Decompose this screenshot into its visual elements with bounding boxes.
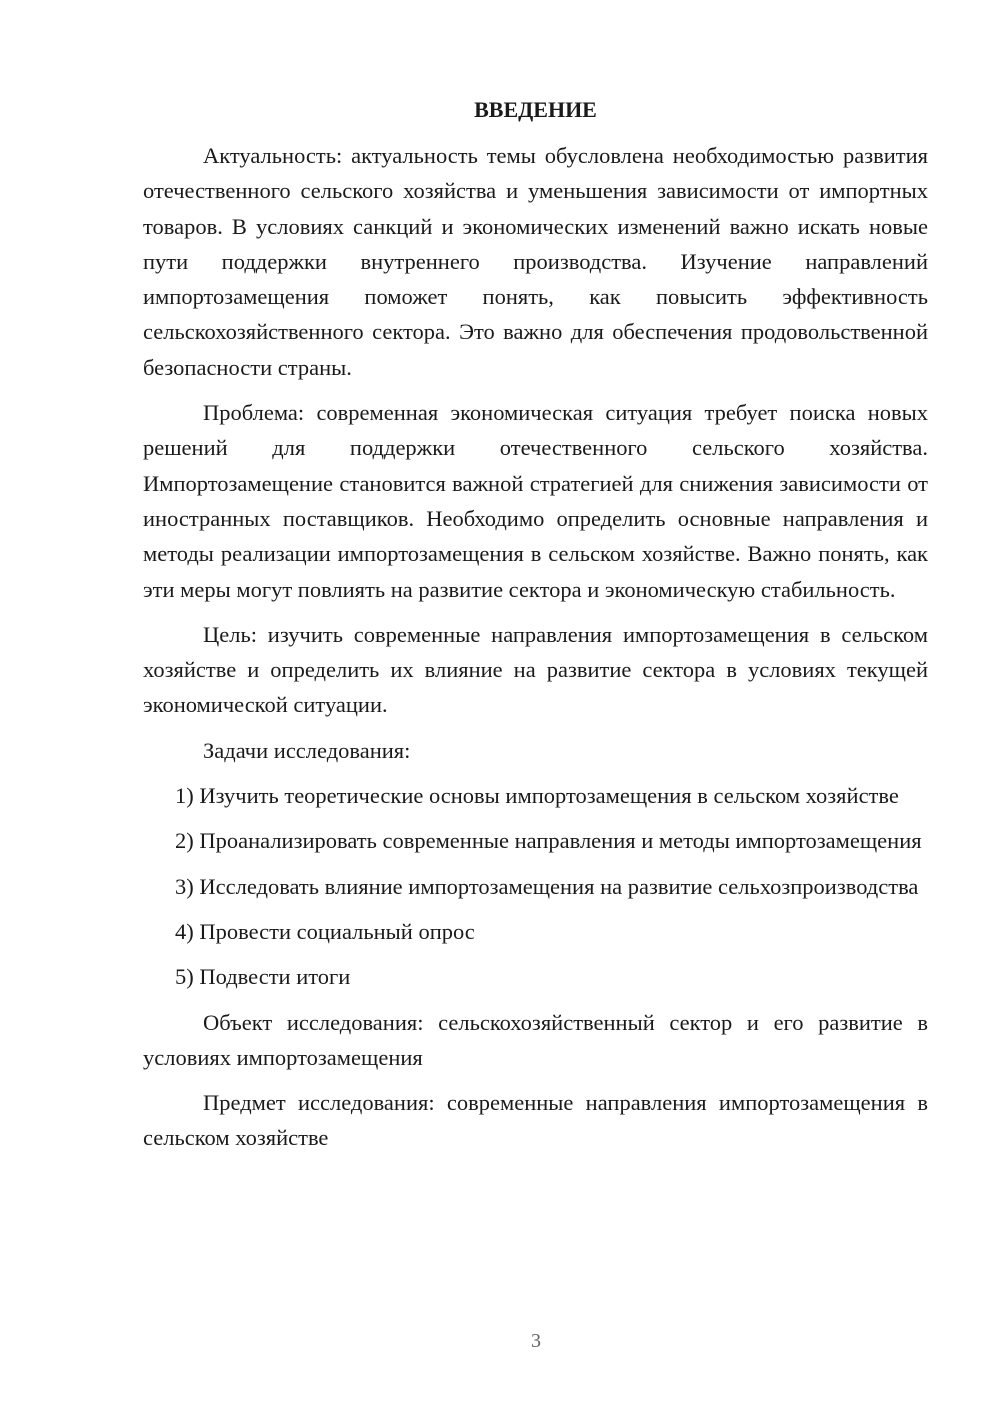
page-title: ВВЕДЕНИЕ — [474, 97, 597, 122]
subject-paragraph: Предмет исследования: современные направления импортозамещения в сельском хозяйстве — [143, 1090, 928, 1151]
tasks-heading: Задачи исследования: — [203, 737, 411, 763]
object-paragraph: Объект исследования: сельскохозяйственный сектор и его развитие в условиях импортозамещения — [143, 1009, 928, 1070]
problem-paragraph: Проблема: современная экономическая ситуация требует поиска новых решений для поддержки отечественного сельского хозяйства. Импортозамещение становится важной стратегией для снижения зависимости от иностранных поставщиков. Необходимо определить основные направления и методы реализации импортозамещения в сельском хозяйстве. Важно понять, как эти меры могут повлиять на развитие сектора и экономическую стабильность. — [143, 400, 928, 602]
task-item: 4) Провести социальный опрос — [175, 918, 475, 944]
task-item: 1) Изучить теоретические основы импортозамещения в сельском хозяйстве — [175, 783, 899, 809]
task-item: 5) Подвести итоги — [175, 964, 351, 990]
task-item: 2) Проанализировать современные направления и методы импортозамещения — [175, 828, 922, 854]
document-page — [143, 92, 928, 1156]
goal-paragraph: Цель: изучить современные направления импортозамещения в сельском хозяйстве и определить их влияние на развитие сектора в условиях текущей экономической ситуации. — [143, 621, 928, 718]
relevance-paragraph: Актуальность: актуальность темы обусловлена необходимостью развития отечественного сельского хозяйства и уменьшения зависимости от импортных товаров. В условиях санкций и экономических изменений важно искать новые пути поддержки внутреннего производства. Изучение направлений импортозамещения поможет понять, как повысить эффективность сельскохозяйственного сектора. Это важно для обеспечения продовольственной безопасности страны. — [143, 143, 928, 380]
page-number: 3 — [531, 1330, 541, 1352]
task-item: 3) Исследовать влияние импортозамещения на развитие сельхозпроизводства — [175, 873, 919, 899]
